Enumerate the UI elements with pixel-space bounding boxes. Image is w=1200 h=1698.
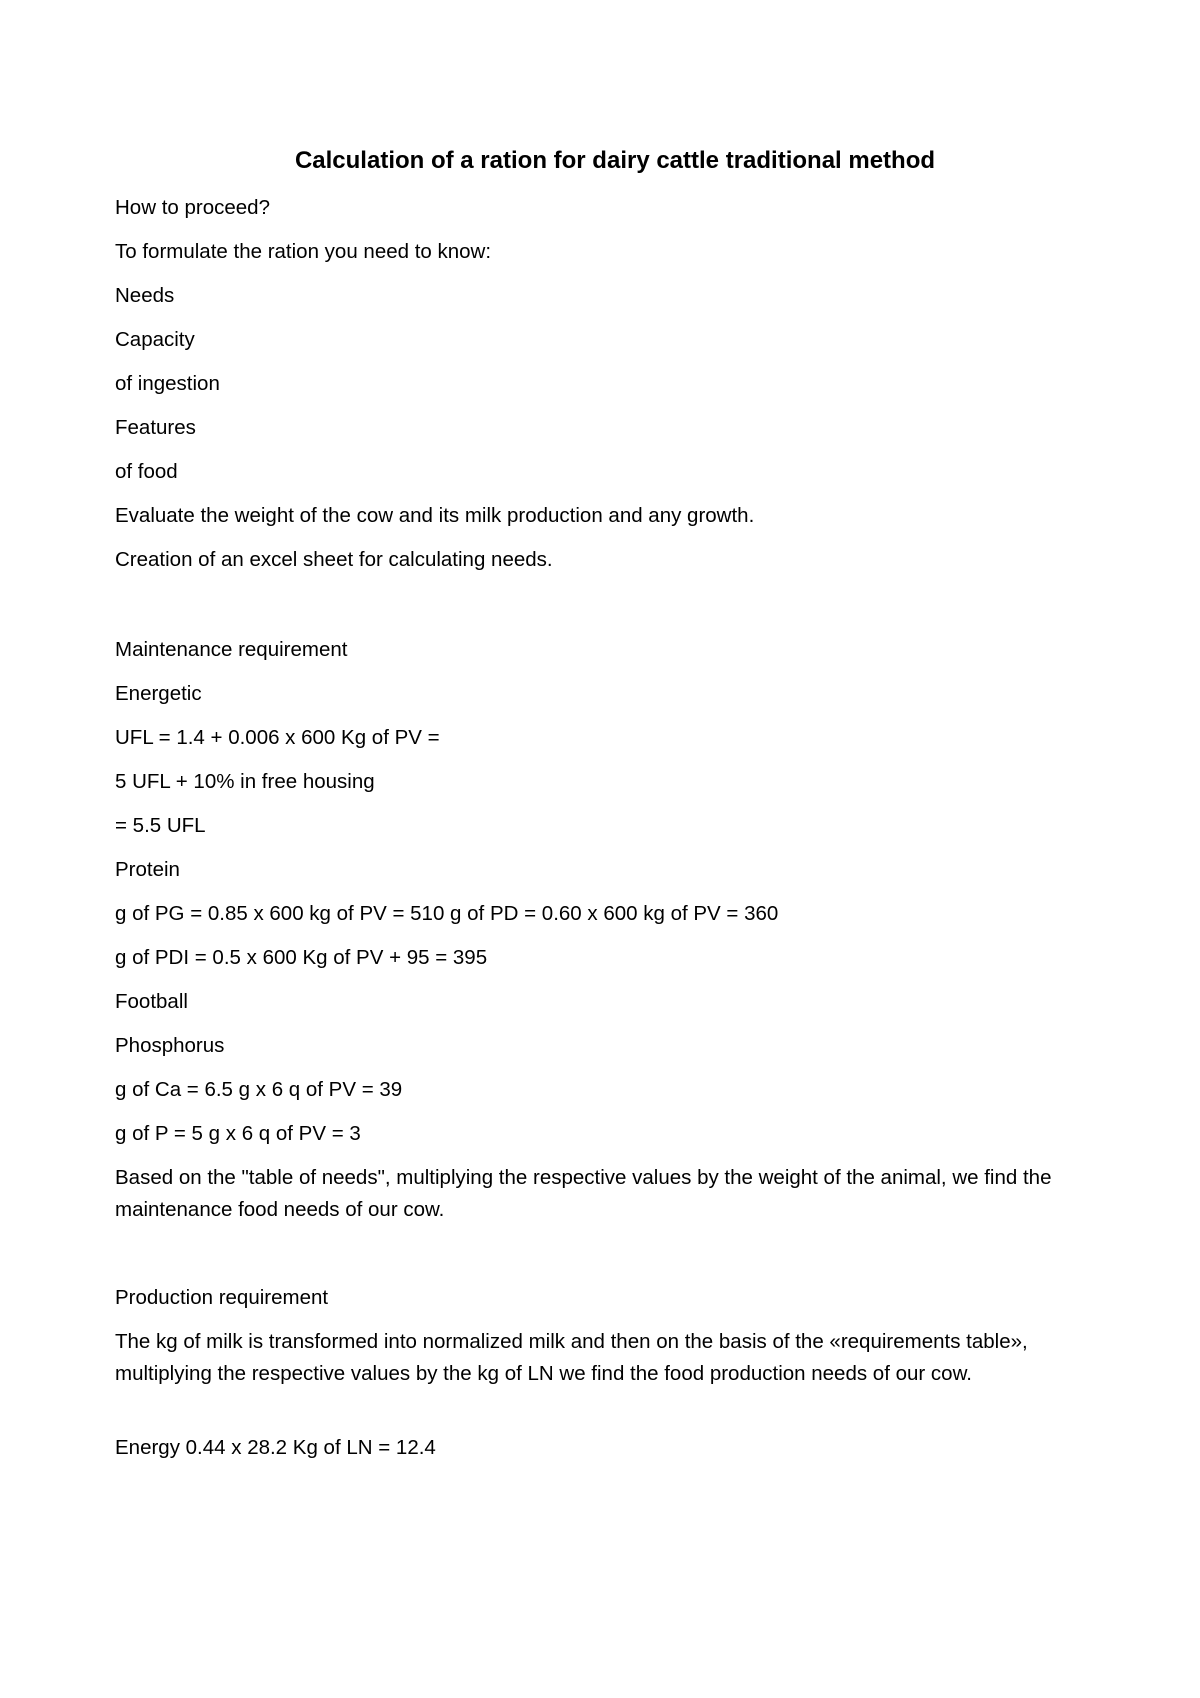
paragraph-maintenance-summary: Based on the "table of needs", multiplying the respective values by the weight of the animal, we find the maintenance food needs of our cow. xyxy=(115,1166,1052,1221)
formula-ufl-housing: 5 UFL + 10% in free housing xyxy=(115,770,375,793)
heading-maintenance: Maintenance requirement xyxy=(115,638,348,661)
text-phosphorus: Phosphorus xyxy=(115,1034,225,1057)
formula-pdi: g of PDI = 0.5 x 600 Kg of PV + 95 = 395 xyxy=(115,946,488,969)
text-how-to-proceed: How to proceed? xyxy=(115,196,270,219)
formula-p: g of P = 5 g x 6 q of PV = 3 xyxy=(115,1122,361,1145)
text-needs: Needs xyxy=(115,284,175,307)
text-excel-sheet: Creation of an excel sheet for calculating needs. xyxy=(115,548,553,571)
text-of-food: of food xyxy=(115,460,178,483)
document-title: Calculation of a ration for dairy cattle traditional method xyxy=(294,147,936,174)
formula-pg-pd: g of PG = 0.85 x 600 kg of PV = 510 g of PD = 0.60 x 600 kg of PV = 360 xyxy=(115,902,779,925)
text-features: Features xyxy=(115,416,196,439)
paragraph-production-description: The kg of milk is transformed into normalized milk and then on the basis of the «requirements table», multiplying the respective values by the kg of LN we find the food production needs of our cow. xyxy=(115,1330,1028,1385)
text-protein: Protein xyxy=(115,858,180,881)
text-energetic: Energetic xyxy=(115,682,202,705)
heading-production: Production requirement xyxy=(115,1286,329,1309)
text-of-ingestion: of ingestion xyxy=(115,372,220,395)
formula-energy: Energy 0.44 x 28.2 Kg of LN = 12.4 xyxy=(115,1436,436,1459)
text-need-to-know: To formulate the ration you need to know: xyxy=(115,240,492,263)
formula-ufl: UFL = 1.4 + 0.006 x 600 Kg of PV = xyxy=(115,726,440,749)
text-capacity: Capacity xyxy=(115,328,195,351)
formula-ca: g of Ca = 6.5 g x 6 q of PV = 39 xyxy=(115,1078,403,1101)
text-football: Football xyxy=(115,990,188,1013)
formula-ufl-result: = 5.5 UFL xyxy=(115,814,206,837)
text-evaluate: Evaluate the weight of the cow and its milk production and any growth. xyxy=(115,504,755,527)
